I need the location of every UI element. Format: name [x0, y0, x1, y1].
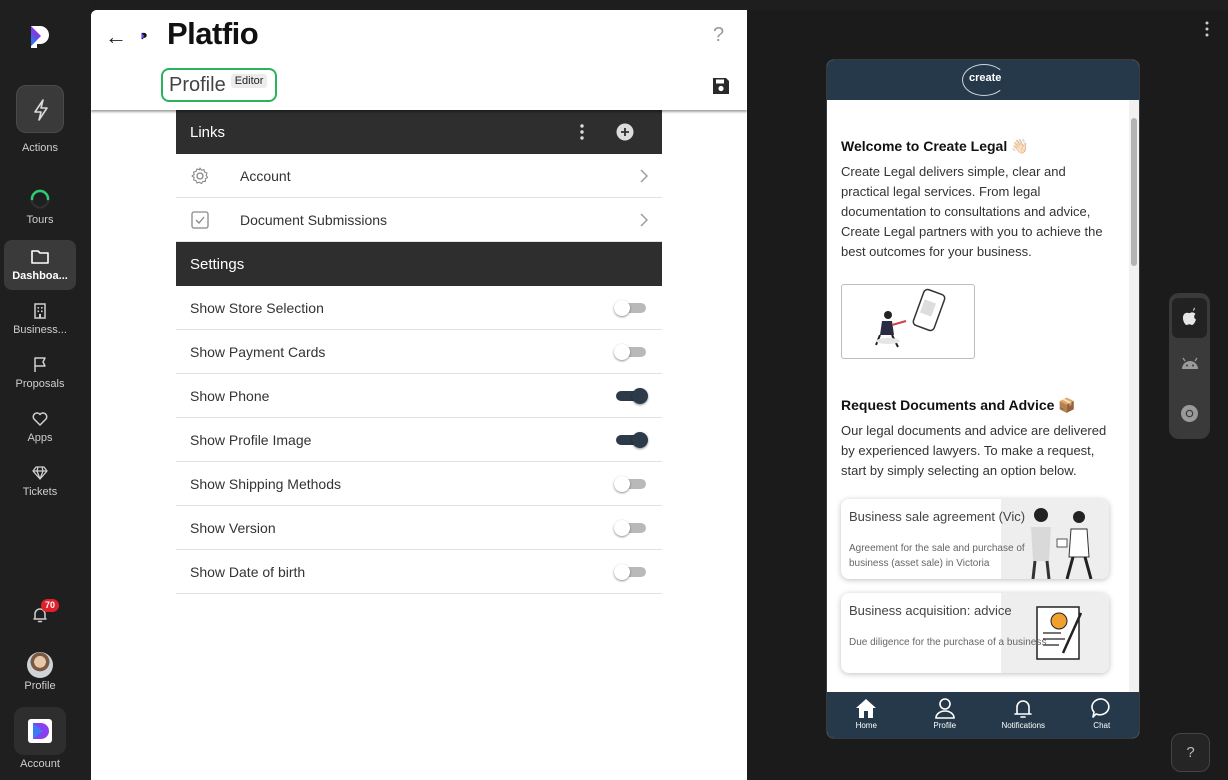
rail-item-dashboard[interactable] [0, 248, 80, 282]
setting-label: Show Payment Cards [190, 343, 326, 360]
help-button[interactable]: ? [1171, 733, 1210, 772]
avatar[interactable] [27, 652, 53, 678]
setting-label: Show Version [190, 519, 276, 536]
setting-row-profile-image [176, 418, 662, 462]
setting-label: Show Profile Image [190, 431, 312, 448]
phone-nav-profile[interactable] [906, 692, 985, 739]
home-icon [853, 696, 879, 720]
help-icon[interactable]: ? [713, 24, 725, 46]
building-icon [31, 302, 49, 320]
nav-label: Chat [1093, 721, 1111, 730]
settings-title: Settings [190, 255, 245, 273]
brand-name: Platfio [167, 16, 259, 51]
phone-bottom-nav [827, 692, 1140, 739]
phone-scrollbar[interactable] [1129, 100, 1139, 692]
card-description: Agreement for the sale and purchase of business (asset sale) in Victoria [849, 543, 1025, 569]
card-title: Business acquisition: advice [849, 603, 1012, 618]
setting-row-payment-cards [176, 330, 662, 374]
setting-label: Show Shipping Methods [190, 475, 341, 492]
account-logo-icon [14, 707, 66, 755]
bell-icon [1010, 696, 1036, 720]
setting-toggle[interactable] [614, 300, 648, 316]
setting-label: Show Phone [190, 387, 270, 404]
apps-label: Apps [27, 432, 53, 444]
setting-label: Show Date of birth [190, 563, 306, 580]
link-row-document-submissions[interactable] [176, 198, 662, 242]
actions-label: Actions [21, 142, 59, 154]
scrollbar-thumb[interactable] [1131, 118, 1137, 266]
setting-toggle[interactable] [614, 520, 648, 536]
back-arrow-icon[interactable]: ← [105, 24, 127, 49]
lightning-icon [17, 86, 65, 134]
progress-ring-icon [29, 188, 51, 210]
add-link-icon[interactable] [616, 123, 634, 141]
flag-icon [31, 356, 49, 374]
setting-row-version [176, 506, 662, 550]
profile-label-wrap [0, 676, 80, 692]
tours-label: Tours [26, 214, 54, 226]
rail-item-tours[interactable] [0, 188, 80, 226]
setting-label: Show Store Selection [190, 299, 324, 316]
android-icon[interactable] [1180, 356, 1200, 372]
setting-toggle[interactable] [614, 432, 648, 448]
service-card[interactable] [841, 593, 1109, 673]
setting-row-date-of-birth [176, 550, 662, 594]
gear-icon [190, 166, 210, 186]
business-label: Business... [13, 324, 67, 336]
editor-panel [91, 10, 747, 780]
welcome-body: Create Legal delivers simple, clear and practical legal services. From legal documentation to consultations and advice, Create Legal partners with you to achieve the best outcomes for your business. [841, 164, 1103, 259]
chrome-icon[interactable] [1180, 404, 1199, 423]
phone-nav-notifications[interactable] [984, 692, 1063, 739]
page-title-tag [161, 68, 277, 102]
links-section-header [176, 110, 662, 154]
phone-illustration [841, 284, 975, 359]
rail-item-proposals[interactable] [0, 356, 80, 390]
notifications-badge: 70 [41, 599, 59, 612]
link-row-account[interactable] [176, 154, 662, 198]
setting-toggle[interactable] [614, 344, 648, 360]
create-logo-text: create [969, 72, 1002, 84]
document-coin-illustration-icon [1001, 593, 1109, 673]
nav-label: Profile [933, 721, 957, 730]
service-card[interactable] [841, 499, 1109, 579]
checkbox-icon [190, 210, 210, 230]
card-description: Due diligence for the purchase of a business [849, 637, 1047, 648]
editor-content [176, 110, 662, 594]
nav-label: Notifications [1001, 721, 1046, 730]
apple-icon[interactable] [1181, 307, 1199, 327]
chevron-right-icon [638, 166, 650, 186]
setting-row-phone [176, 374, 662, 418]
setting-toggle[interactable] [614, 388, 648, 404]
phone-nav-home[interactable] [827, 692, 906, 739]
account-label: Account [20, 758, 60, 770]
tickets-label: Tickets [22, 486, 58, 498]
rail-item-tickets[interactable] [0, 464, 80, 498]
proposals-label: Proposals [15, 378, 65, 390]
request-body: Our legal documents and advice are delivered by experienced lawyers. To make a request, start by simply selecting an option below. [841, 423, 1107, 478]
setting-toggle[interactable] [614, 476, 648, 492]
rail-item-business[interactable] [0, 302, 80, 336]
left-rail [0, 0, 90, 780]
person-icon [932, 696, 958, 720]
notifications-button[interactable] [0, 606, 80, 624]
page-title: Profile [169, 73, 226, 96]
card-title: Business sale agreement (Vic) [849, 509, 1026, 524]
phone-content [827, 100, 1129, 692]
links-title: Links [190, 123, 226, 141]
platform-switcher [1169, 293, 1210, 439]
dashboard-label: Dashboa... [12, 270, 68, 282]
kebab-menu-icon[interactable] [576, 122, 588, 142]
setting-row-store-selection [176, 286, 662, 330]
actions-button[interactable] [16, 85, 64, 133]
setting-toggle[interactable] [614, 564, 648, 580]
phone-header [827, 60, 1139, 100]
chevron-right-icon [638, 210, 650, 230]
link-label: Document Submissions [240, 212, 388, 228]
person-with-phone-illustration-icon [842, 285, 974, 358]
diamond-icon [31, 464, 49, 482]
heart-icon [31, 410, 49, 428]
welcome-title: Welcome to Create Legal 👋🏻 [841, 138, 1029, 154]
rail-item-apps[interactable] [0, 410, 80, 444]
editor-header [91, 10, 747, 110]
folder-icon [30, 248, 50, 266]
link-label: Account [240, 168, 291, 184]
phone-preview [826, 59, 1140, 739]
editor-badge: Editor [231, 74, 268, 88]
phone-nav-chat[interactable] [1063, 692, 1141, 739]
chat-icon [1089, 696, 1115, 720]
card-illustration [1001, 593, 1109, 673]
platfio-logo-icon[interactable] [27, 24, 53, 50]
setting-row-shipping-methods [176, 462, 662, 506]
more-options-icon[interactable] [1203, 20, 1211, 38]
save-icon[interactable] [711, 76, 731, 96]
account-button[interactable] [14, 707, 66, 755]
actions-label-wrap [0, 138, 80, 154]
settings-section-header [176, 242, 662, 286]
profile-label: Profile [24, 680, 56, 692]
nav-label: Home [855, 721, 877, 730]
request-title: Request Documents and Advice 📦 [841, 397, 1076, 413]
create-legal-logo [962, 64, 1006, 96]
account-label-wrap [0, 754, 80, 770]
